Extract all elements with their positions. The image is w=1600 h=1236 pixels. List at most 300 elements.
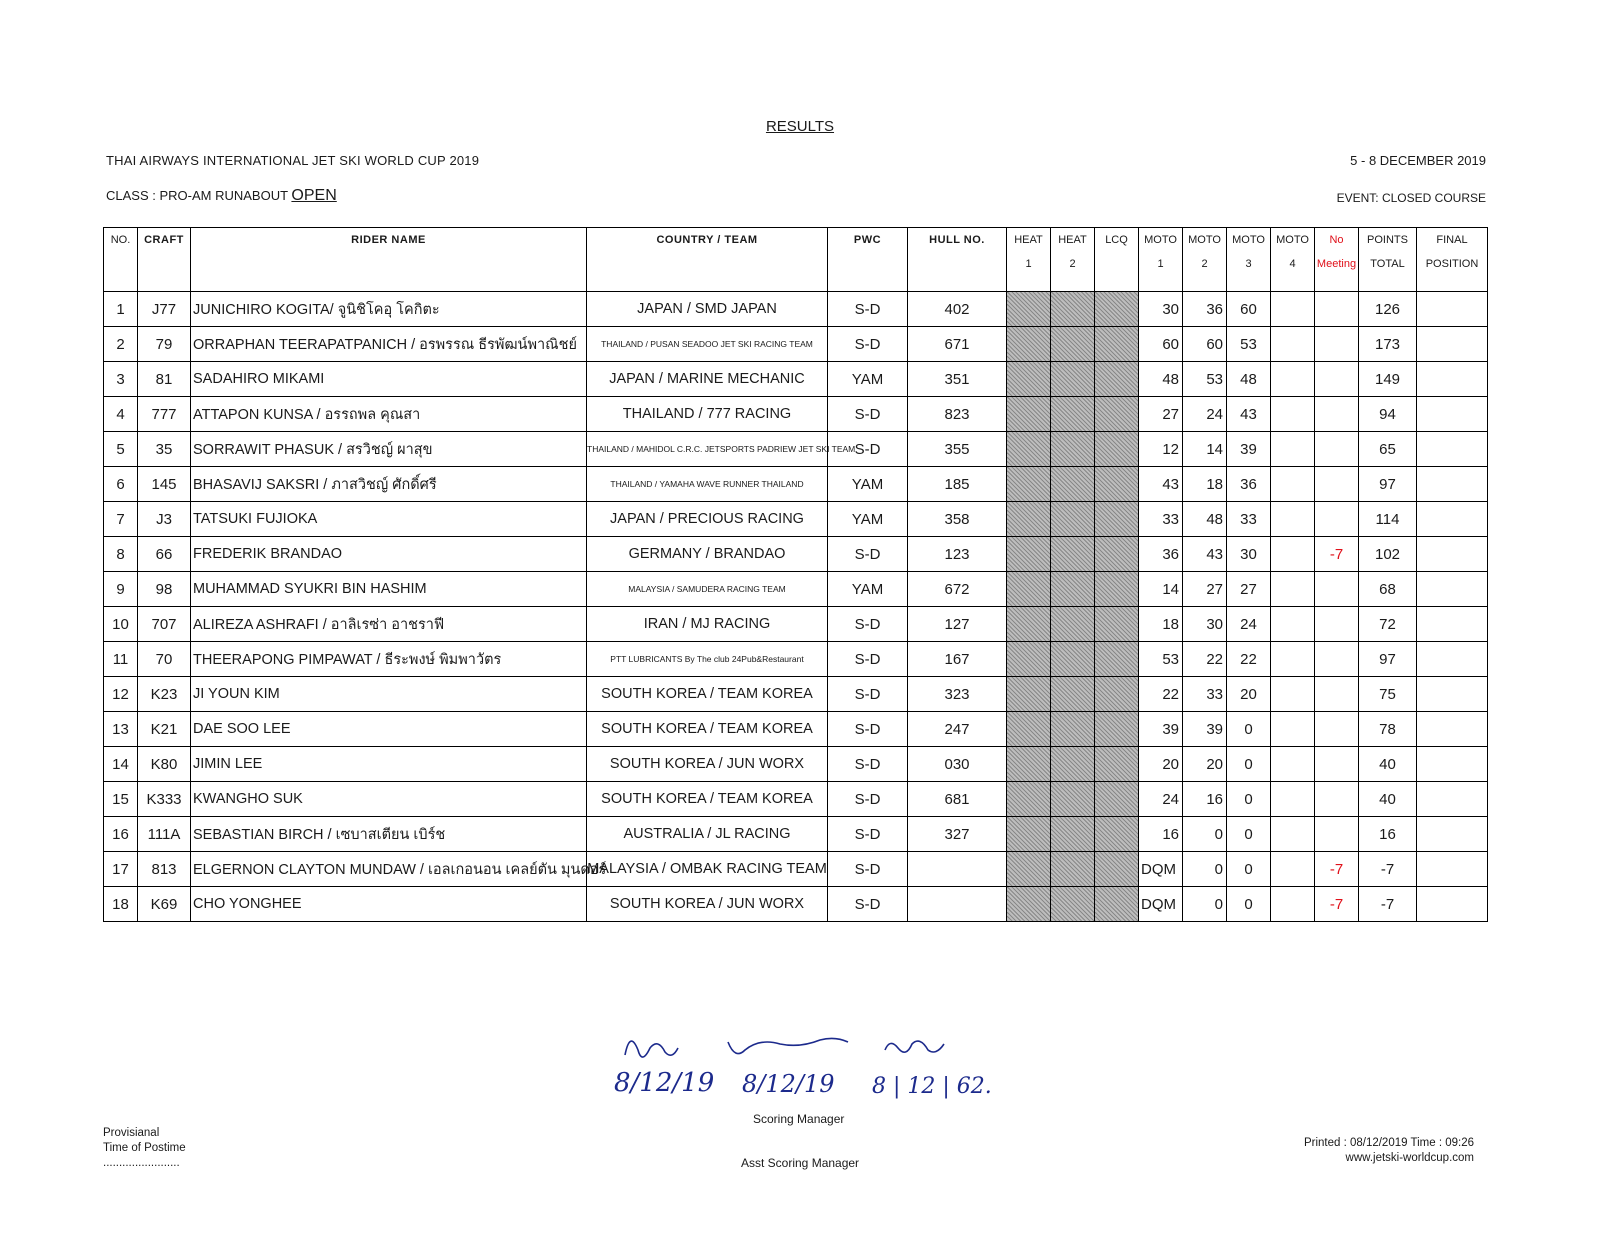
cell-no-meeting: -7: [1315, 852, 1359, 887]
cell-rider-name: TATSUKI FUJIOKA: [191, 502, 587, 537]
cell-moto-1: 33: [1139, 502, 1183, 537]
cell-final-position: [1417, 607, 1488, 642]
cell-hull-no: 127: [908, 607, 1007, 642]
cell-moto-2: 39: [1183, 712, 1227, 747]
cell-no: 12: [104, 677, 138, 712]
cell-moto-2: 60: [1183, 327, 1227, 362]
cell-heat-1: [1007, 572, 1051, 607]
cell-heat-1: [1007, 677, 1051, 712]
signature-date-2: 8/12/19: [742, 1070, 835, 1098]
cell-heat-2: [1051, 642, 1095, 677]
cell-pwc: S-D: [828, 782, 908, 817]
cell-no: 8: [104, 537, 138, 572]
cell-heat-1: [1007, 852, 1051, 887]
table-row: [104, 397, 1488, 432]
col-moto-3: MOTO 3: [1227, 228, 1271, 292]
cell-heat-2: [1051, 292, 1095, 327]
cell-moto-3: 43: [1227, 397, 1271, 432]
cell-no-meeting: [1315, 432, 1359, 467]
cell-country-team: PTT LUBRICANTS By The club 24Pub&Restaurant: [587, 642, 828, 677]
cell-hull-no: 327: [908, 817, 1007, 852]
cell-country-team: GERMANY / BRANDAO: [587, 537, 828, 572]
cell-hull-no: 355: [908, 432, 1007, 467]
cell-moto-3: 0: [1227, 747, 1271, 782]
cell-final-position: [1417, 642, 1488, 677]
cell-no: 4: [104, 397, 138, 432]
cell-lcq: [1095, 502, 1139, 537]
cell-rider-name: THEERAPONG PIMPAWAT / ธีระพงษ์ พิมพาวัตร: [191, 642, 587, 677]
cell-lcq: [1095, 327, 1139, 362]
cell-country-team: JAPAN / MARINE MECHANIC: [587, 362, 828, 397]
table-row: [104, 572, 1488, 607]
cell-points-total: 65: [1359, 432, 1417, 467]
col-moto-1: MOTO 1: [1139, 228, 1183, 292]
cell-pwc: S-D: [828, 292, 908, 327]
cell-lcq: [1095, 607, 1139, 642]
cell-moto-4: [1271, 362, 1315, 397]
cell-lcq: [1095, 642, 1139, 677]
handwritten-signatures: [620, 1030, 1000, 1070]
cell-moto-2: 24: [1183, 397, 1227, 432]
cell-craft: K69: [138, 887, 191, 922]
col-heat-1: HEAT 1: [1007, 228, 1051, 292]
asst-scoring-manager-label: Asst Scoring Manager: [741, 1156, 860, 1170]
col-heat-2: HEAT 2: [1051, 228, 1095, 292]
col-pwc: PWC: [828, 228, 908, 292]
cell-final-position: [1417, 327, 1488, 362]
col-moto-2: MOTO 2: [1183, 228, 1227, 292]
cell-moto-3: 53: [1227, 327, 1271, 362]
cell-final-position: [1417, 572, 1488, 607]
cell-points-total: 78: [1359, 712, 1417, 747]
cell-points-total: 72: [1359, 607, 1417, 642]
cell-rider-name: ORRAPHAN TEERAPATPANICH / อรพรรณ ธีรพัฒน์พาณิชย์: [191, 327, 587, 362]
cell-no: 17: [104, 852, 138, 887]
cell-heat-1: [1007, 712, 1051, 747]
cell-heat-2: [1051, 817, 1095, 852]
cell-moto-2: 33: [1183, 677, 1227, 712]
signature-date-3: 8 | 12 | 62.: [872, 1074, 992, 1099]
cell-pwc: S-D: [828, 852, 908, 887]
cell-moto-3: 27: [1227, 572, 1271, 607]
cell-points-total: 40: [1359, 747, 1417, 782]
cell-heat-2: [1051, 467, 1095, 502]
cell-heat-2: [1051, 502, 1095, 537]
cell-craft: 707: [138, 607, 191, 642]
col-final-position: FINAL POSITION: [1417, 228, 1488, 292]
table-row: [104, 467, 1488, 502]
cell-no-meeting: [1315, 782, 1359, 817]
cell-moto-1: DQM: [1139, 887, 1183, 922]
cell-no: 5: [104, 432, 138, 467]
cell-country-team: THAILAND / MAHIDOL C.R.C. JETSPORTS PADRIEW JET SKI TEAM: [587, 432, 828, 467]
cell-moto-3: 0: [1227, 817, 1271, 852]
cell-hull-no: [908, 887, 1007, 922]
cell-points-total: 173: [1359, 327, 1417, 362]
cell-moto-3: 0: [1227, 712, 1271, 747]
cell-country-team: JAPAN / PRECIOUS RACING: [587, 502, 828, 537]
cell-heat-2: [1051, 432, 1095, 467]
cell-final-position: [1417, 782, 1488, 817]
cell-no: 13: [104, 712, 138, 747]
cell-moto-2: 18: [1183, 467, 1227, 502]
cell-no: 1: [104, 292, 138, 327]
cell-moto-2: 30: [1183, 607, 1227, 642]
cell-country-team: SOUTH KOREA / JUN WORX: [587, 747, 828, 782]
cell-lcq: [1095, 432, 1139, 467]
cell-moto-2: 48: [1183, 502, 1227, 537]
event-type: EVENT: CLOSED COURSE: [1336, 191, 1486, 205]
cell-moto-4: [1271, 852, 1315, 887]
cell-lcq: [1095, 292, 1139, 327]
cell-moto-3: 22: [1227, 642, 1271, 677]
cell-craft: 79: [138, 327, 191, 362]
cell-lcq: [1095, 712, 1139, 747]
cell-moto-4: [1271, 397, 1315, 432]
cell-points-total: 68: [1359, 572, 1417, 607]
cell-moto-1: 24: [1139, 782, 1183, 817]
cell-no: 10: [104, 607, 138, 642]
cell-no-meeting: -7: [1315, 537, 1359, 572]
table-row: [104, 817, 1488, 852]
cell-no-meeting: [1315, 817, 1359, 852]
cell-moto-1: 53: [1139, 642, 1183, 677]
cell-moto-2: 14: [1183, 432, 1227, 467]
cell-moto-4: [1271, 642, 1315, 677]
cell-country-team: SOUTH KOREA / JUN WORX: [587, 887, 828, 922]
cell-points-total: -7: [1359, 852, 1417, 887]
cell-moto-4: [1271, 537, 1315, 572]
cell-craft: J3: [138, 502, 191, 537]
cell-hull-no: 123: [908, 537, 1007, 572]
cell-moto-4: [1271, 887, 1315, 922]
cell-no-meeting: [1315, 362, 1359, 397]
cell-rider-name: MUHAMMAD SYUKRI BIN HASHIM: [191, 572, 587, 607]
cell-moto-4: [1271, 467, 1315, 502]
cell-rider-name: JUNICHIRO KOGITA/ จูนิชิโคอุ โคกิตะ: [191, 292, 587, 327]
cell-heat-2: [1051, 607, 1095, 642]
table-row: [104, 537, 1488, 572]
cell-moto-2: 16: [1183, 782, 1227, 817]
cell-final-position: [1417, 537, 1488, 572]
print-info: [1304, 1136, 1474, 1166]
cell-heat-1: [1007, 642, 1051, 677]
cell-country-team: MALAYSIA / OMBAK RACING TEAM: [587, 852, 828, 887]
cell-moto-3: 60: [1227, 292, 1271, 327]
cell-pwc: YAM: [828, 572, 908, 607]
results-title: RESULTS: [765, 118, 835, 135]
cell-moto-2: 22: [1183, 642, 1227, 677]
cell-moto-3: 20: [1227, 677, 1271, 712]
cell-final-position: [1417, 887, 1488, 922]
cell-heat-2: [1051, 537, 1095, 572]
cell-points-total: -7: [1359, 887, 1417, 922]
cell-points-total: 149: [1359, 362, 1417, 397]
cell-no-meeting: [1315, 502, 1359, 537]
cell-final-position: [1417, 712, 1488, 747]
cell-no-meeting: [1315, 712, 1359, 747]
cell-craft: 81: [138, 362, 191, 397]
cell-moto-1: 16: [1139, 817, 1183, 852]
cell-moto-3: 39: [1227, 432, 1271, 467]
cell-rider-name: CHO YONGHEE: [191, 887, 587, 922]
table-row: [104, 782, 1488, 817]
cell-moto-1: 12: [1139, 432, 1183, 467]
provisional-label: Provisianal: [103, 1127, 160, 1139]
class-open: OPEN: [291, 187, 337, 204]
cell-points-total: 97: [1359, 642, 1417, 677]
cell-rider-name: ATTAPON KUNSA / อรรถพล คุณสา: [191, 397, 587, 432]
cell-heat-1: [1007, 817, 1051, 852]
cell-moto-1: 39: [1139, 712, 1183, 747]
cell-country-team: SOUTH KOREA / TEAM KOREA: [587, 677, 828, 712]
cell-moto-3: 48: [1227, 362, 1271, 397]
cell-pwc: YAM: [828, 467, 908, 502]
cell-moto-1: 48: [1139, 362, 1183, 397]
cell-points-total: 97: [1359, 467, 1417, 502]
cell-heat-2: [1051, 362, 1095, 397]
cell-lcq: [1095, 362, 1139, 397]
cell-final-position: [1417, 432, 1488, 467]
cell-moto-4: [1271, 502, 1315, 537]
cell-final-position: [1417, 502, 1488, 537]
cell-pwc: S-D: [828, 747, 908, 782]
cell-craft: 813: [138, 852, 191, 887]
cell-final-position: [1417, 852, 1488, 887]
cell-heat-2: [1051, 397, 1095, 432]
cell-pwc: S-D: [828, 607, 908, 642]
col-no-meeting: No Meeting: [1315, 228, 1359, 292]
cell-hull-no: 351: [908, 362, 1007, 397]
cell-rider-name: FREDERIK BRANDAO: [191, 537, 587, 572]
cell-moto-4: [1271, 327, 1315, 362]
cell-heat-2: [1051, 327, 1095, 362]
cell-heat-1: [1007, 362, 1051, 397]
cell-hull-no: 185: [908, 467, 1007, 502]
cell-moto-4: [1271, 747, 1315, 782]
cell-moto-2: 27: [1183, 572, 1227, 607]
cell-hull-no: [908, 852, 1007, 887]
cell-moto-1: 22: [1139, 677, 1183, 712]
cell-no: 2: [104, 327, 138, 362]
cell-heat-1: [1007, 432, 1051, 467]
table-row: [104, 642, 1488, 677]
cell-no: 14: [104, 747, 138, 782]
cell-moto-2: 0: [1183, 852, 1227, 887]
cell-heat-2: [1051, 887, 1095, 922]
cell-country-team: JAPAN / SMD JAPAN: [587, 292, 828, 327]
cell-hull-no: 030: [908, 747, 1007, 782]
col-no: NO.: [104, 228, 138, 292]
cell-pwc: S-D: [828, 397, 908, 432]
cell-moto-2: 0: [1183, 887, 1227, 922]
table-row: [104, 712, 1488, 747]
cell-craft: K80: [138, 747, 191, 782]
table-row: [104, 747, 1488, 782]
col-points-total: POINTS TOTAL: [1359, 228, 1417, 292]
cell-craft: 111A: [138, 817, 191, 852]
cell-moto-2: 53: [1183, 362, 1227, 397]
table-row: [104, 607, 1488, 642]
cell-moto-4: [1271, 712, 1315, 747]
cell-no-meeting: [1315, 397, 1359, 432]
cell-hull-no: 681: [908, 782, 1007, 817]
cell-final-position: [1417, 362, 1488, 397]
cell-moto-2: 0: [1183, 817, 1227, 852]
cell-moto-4: [1271, 677, 1315, 712]
cell-no: 3: [104, 362, 138, 397]
cell-no-meeting: [1315, 747, 1359, 782]
col-lcq: LCQ: [1095, 228, 1139, 292]
cell-lcq: [1095, 747, 1139, 782]
cell-rider-name: SORRAWIT PHASUK / สรวิชญ์ ผาสุข: [191, 432, 587, 467]
cell-no-meeting: [1315, 292, 1359, 327]
cell-moto-2: 20: [1183, 747, 1227, 782]
signature-date-1: 8/12/19: [614, 1068, 715, 1098]
cell-moto-1: DQM: [1139, 852, 1183, 887]
cell-moto-2: 43: [1183, 537, 1227, 572]
cell-craft: 777: [138, 397, 191, 432]
cell-country-team: THAILAND / YAMAHA WAVE RUNNER THAILAND: [587, 467, 828, 502]
cell-final-position: [1417, 817, 1488, 852]
cell-heat-2: [1051, 747, 1095, 782]
cell-no: 6: [104, 467, 138, 502]
cell-points-total: 40: [1359, 782, 1417, 817]
website: www.jetski-worldcup.com: [1345, 1152, 1474, 1164]
table-row: [104, 887, 1488, 922]
cell-final-position: [1417, 397, 1488, 432]
cell-pwc: YAM: [828, 502, 908, 537]
cell-country-team: MALAYSIA / SAMUDERA RACING TEAM: [587, 572, 828, 607]
cell-pwc: S-D: [828, 327, 908, 362]
cell-heat-1: [1007, 887, 1051, 922]
printed-timestamp: Printed : 08/12/2019 Time : 09:26: [1303, 1137, 1474, 1149]
results-body: [104, 292, 1488, 922]
cell-no: 7: [104, 502, 138, 537]
cell-rider-name: SEBASTIAN BIRCH / เซบาสเตียน เบิร์ช: [191, 817, 587, 852]
cell-craft: K23: [138, 677, 191, 712]
cell-lcq: [1095, 537, 1139, 572]
table-row: [104, 327, 1488, 362]
cell-final-position: [1417, 292, 1488, 327]
cell-hull-no: 167: [908, 642, 1007, 677]
cell-rider-name: ELGERNON CLAYTON MUNDAW / เอลเกอนอน เคลย์ตัน มุนดอร์: [191, 852, 587, 887]
cell-craft: 66: [138, 537, 191, 572]
cell-final-position: [1417, 467, 1488, 502]
cell-moto-3: 36: [1227, 467, 1271, 502]
cell-no-meeting: [1315, 677, 1359, 712]
col-country-team: COUNTRY / TEAM: [587, 228, 828, 292]
cell-hull-no: 247: [908, 712, 1007, 747]
cell-no: 11: [104, 642, 138, 677]
cell-country-team: SOUTH KOREA / TEAM KOREA: [587, 712, 828, 747]
cell-no: 16: [104, 817, 138, 852]
cell-rider-name: KWANGHO SUK: [191, 782, 587, 817]
table-row: [104, 292, 1488, 327]
cell-no-meeting: [1315, 467, 1359, 502]
cell-hull-no: 823: [908, 397, 1007, 432]
cell-country-team: SOUTH KOREA / TEAM KOREA: [587, 782, 828, 817]
cell-no-meeting: [1315, 572, 1359, 607]
cell-lcq: [1095, 817, 1139, 852]
cell-no: 9: [104, 572, 138, 607]
cell-craft: 145: [138, 467, 191, 502]
cell-points-total: 102: [1359, 537, 1417, 572]
cell-rider-name: ALIREZA ASHRAFI / อาลิเรซ่า อาชราฟี: [191, 607, 587, 642]
cell-moto-4: [1271, 572, 1315, 607]
cell-craft: 98: [138, 572, 191, 607]
cell-rider-name: JI YOUN KIM: [191, 677, 587, 712]
cell-moto-1: 43: [1139, 467, 1183, 502]
cell-pwc: S-D: [828, 817, 908, 852]
cell-hull-no: 323: [908, 677, 1007, 712]
cell-heat-1: [1007, 467, 1051, 502]
cell-moto-4: [1271, 432, 1315, 467]
cell-points-total: 94: [1359, 397, 1417, 432]
cell-heat-1: [1007, 292, 1051, 327]
cell-craft: K333: [138, 782, 191, 817]
cell-heat-1: [1007, 747, 1051, 782]
cell-points-total: 16: [1359, 817, 1417, 852]
cell-pwc: S-D: [828, 537, 908, 572]
cell-rider-name: JIMIN LEE: [191, 747, 587, 782]
cell-final-position: [1417, 747, 1488, 782]
cell-rider-name: BHASAVIJ SAKSRI / ภาสวิชญ์ ศักดิ์ศรี: [191, 467, 587, 502]
cell-moto-4: [1271, 817, 1315, 852]
cell-moto-1: 60: [1139, 327, 1183, 362]
col-hull-no: HULL NO.: [908, 228, 1007, 292]
cell-heat-2: [1051, 677, 1095, 712]
cell-moto-3: 0: [1227, 782, 1271, 817]
cell-hull-no: 358: [908, 502, 1007, 537]
postime-dots: ........................: [103, 1157, 180, 1169]
scoring-manager-label: Scoring Manager: [753, 1112, 845, 1126]
cell-craft: J77: [138, 292, 191, 327]
cell-no-meeting: [1315, 327, 1359, 362]
col-moto-4: MOTO 4: [1271, 228, 1315, 292]
cell-heat-2: [1051, 712, 1095, 747]
class-line: [106, 187, 337, 205]
cell-final-position: [1417, 677, 1488, 712]
cell-points-total: 114: [1359, 502, 1417, 537]
cell-craft: 70: [138, 642, 191, 677]
cell-hull-no: 671: [908, 327, 1007, 362]
results-table: [103, 227, 1488, 922]
time-of-postime-label: Time of Postime: [103, 1142, 186, 1154]
cell-moto-3: 24: [1227, 607, 1271, 642]
event-dates: 5 - 8 DECEMBER 2019: [1350, 153, 1486, 168]
table-row: [104, 432, 1488, 467]
cell-heat-2: [1051, 782, 1095, 817]
table-row: [104, 852, 1488, 887]
cell-moto-3: 33: [1227, 502, 1271, 537]
cell-craft: K21: [138, 712, 191, 747]
cell-moto-1: 30: [1139, 292, 1183, 327]
cell-moto-1: 20: [1139, 747, 1183, 782]
cell-country-team: IRAN / MJ RACING: [587, 607, 828, 642]
cell-lcq: [1095, 782, 1139, 817]
cell-pwc: S-D: [828, 677, 908, 712]
cell-moto-1: 14: [1139, 572, 1183, 607]
event-name: THAI AIRWAYS INTERNATIONAL JET SKI WORLD CUP 2019: [106, 153, 480, 168]
provisional-block: [103, 1126, 186, 1171]
col-rider-name: RIDER NAME: [191, 228, 587, 292]
cell-heat-1: [1007, 607, 1051, 642]
cell-no-meeting: [1315, 642, 1359, 677]
cell-moto-4: [1271, 292, 1315, 327]
table-row: [104, 362, 1488, 397]
cell-rider-name: SADAHIRO MIKAMI: [191, 362, 587, 397]
